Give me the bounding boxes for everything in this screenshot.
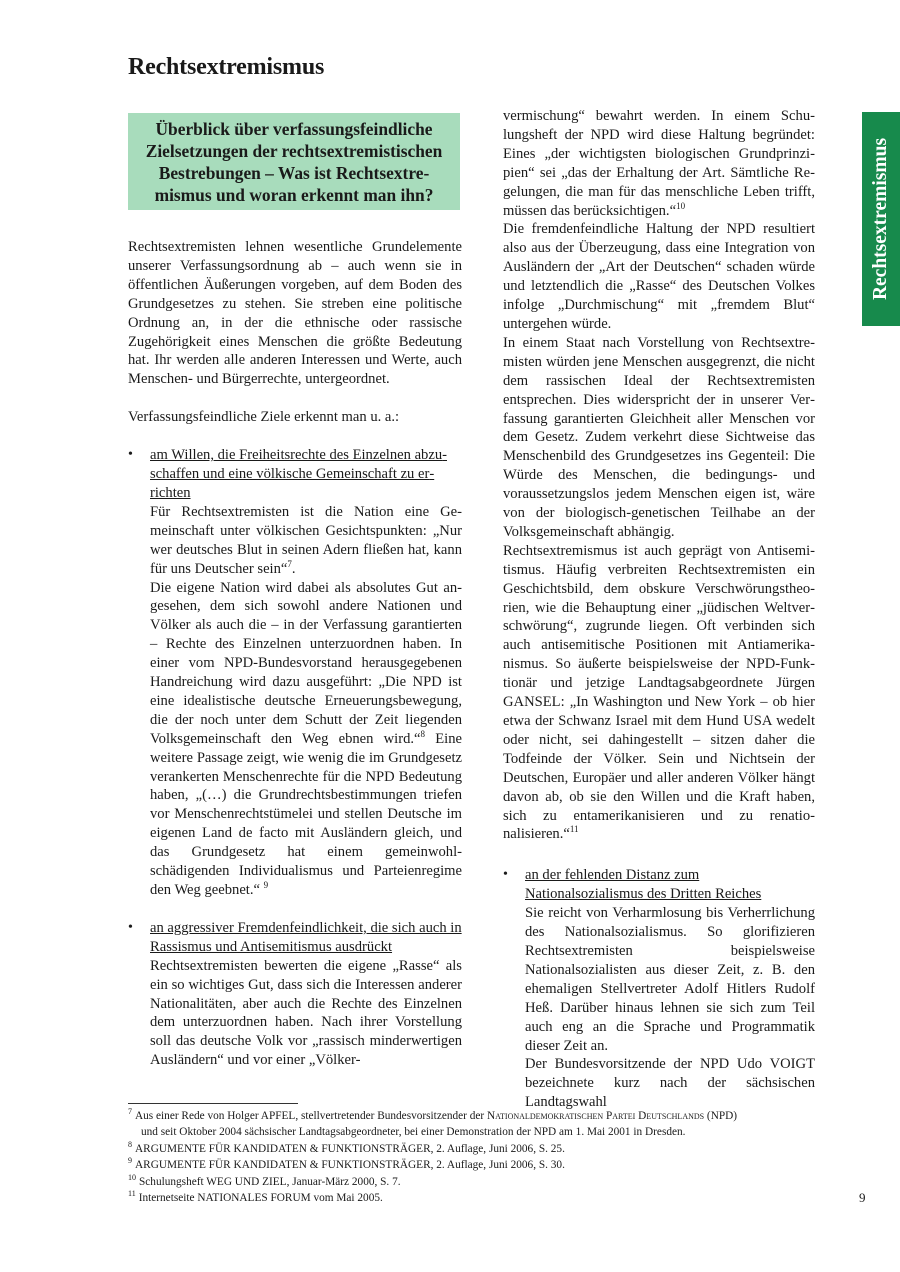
right-column [503, 107, 815, 1112]
bullet-item-national-socialism [503, 866, 815, 1112]
bullet-icon: • [128, 919, 133, 935]
bullet-text: Rechtsextremisten bewerten die eigene „Rasse“ als ein so wichtiges Gut, dass sich die Interessen anderer Nationalitäten, aber auch die Rechte des Einzelnen dem unterzuordnen haben. Nach ihrer Vorstellung soll das deutsche Volk vor „rassisch minderwertigen Ausländern“ und vor einer „Völker- [150, 957, 462, 1069]
page-title: Rechtsextremismus [128, 54, 325, 80]
left-column [128, 238, 462, 1070]
paragraph: vermischung“ bewahrt werden. In einem Schulungsheft der NPD wird diese Haltung begründet: Eines „der wichtigsten biologischen Grundprinzipien“ sei „das der Erhaltung der Art. Sämtliche Regelungen, die man für das menschliche Leben trifft, müssen das berücksichtigen.“$^{10}$ [503, 108, 815, 219]
footnote-ref: 10 [676, 200, 686, 211]
intro-box-text: Überblick über verfassungsfeindliche Zielsetzungen der rechtsextremistischen Bestrebungen – Was ist Rechtsextremismus und woran erkennt man ihn? [145, 118, 443, 205]
footnote-9: $^9$ ARGUMENTE FÜR KANDIDATEN & FUNKTIONSTRÄGER, 2. Auflage, Juni 2006, S. 30. [128, 1156, 565, 1172]
footnote-ref: 8 [420, 728, 426, 739]
bullet-text: Der Bundesvorsitzende der NPD Udo VOIGT bezeichnete kurz nach der sächsischen Landtagswahl [525, 1056, 815, 1111]
paragraph: Rechtsextremismus ist auch geprägt von Antisemitismus. Häufig verbreiten Rechtsextremisten ein Geschichtsbild, dem obskure Verschwörungstheorien, wie die Behauptung einer „jüdischen Weltverschwörung“, zugrunde liegen. Oft verbinden sich auch antisemitische Positionen mit Antiamerikanismus. So äußerte beispielsweise der NPD-Funktionär und jetzige Landtagsabgeordnete Jürgen GANSEL: „In Washington und New York – ob hier etwa der Schwanz Israel mit dem Hund USA wedelt oder nicht, sei dahingestellt – sitzen daher die Todfeinde der Völker. Sein und Nichtsein der Deutschen, Europäer und aller anderen Völker hängt davon ab, ob sie den Willen und die Kraft haben, sich zu entamerikanisieren und zu renationalisieren.“$^{11}$ [503, 542, 815, 843]
paragraph: In einem Staat nach Vorstellung von Rechtsextremisten würden jene Menschen ausgegrenzt, die nicht dem rassischen Ideal der Rechtsextremisten entsprechen. Dies widerspricht der in unserer Verfassung garantierten Gleichheit aller Menschen vor dem Gesetz. Zudem verkehrt diese Sichtweise das Menschenbild des Grundgesetzes ins Gegenteil: Die Würde des Menschen, die bedingungs- und voraussetzungslos jedem Menschen eigen ist, wäre von der biologisch-genetischen Teilhabe an der Volksgemeinschaft abhängig. [503, 334, 815, 540]
footnotes [128, 1108, 828, 1206]
footnote-11: $^{11}$ Internetseite NATIONALES FORUM vom Mai 2005. [128, 1189, 383, 1205]
footnote-divider [128, 1103, 298, 1104]
page-number: 9 [859, 1190, 866, 1205]
bullet-heading: an aggressiver Fremdenfeindlichkeit, die sich auch in Rassismus und Antisemitismus ausdrückt [150, 919, 462, 955]
bullet-text: Sie reicht von Verharmlosung bis Verherrlichung des Nationalsozialismus. So glorifizieren Rechtsextremisten beispielsweise Nationalsozialisten aus dieser Zeit, z. B. den ehemaligen Stellvertreter Adolf Hitlers Rudolf Heß. Darüber hinaus lehnen sie sich zum Teil auch eng an die Sprache und Programmatik dieser Zeit an. [525, 905, 815, 1054]
footnote-7-continued: und seit Oktober 2004 sächsischer Landtagsabgeordneter, bei einer Demonstration der NPD am 1. Mai 2001 in Dresden. [141, 1126, 686, 1139]
chapter-tab-label: Rechtsextremismus [870, 137, 892, 301]
bullet-icon: • [503, 867, 508, 883]
bullet-icon: • [128, 447, 133, 463]
footnote-8: $^8$ ARGUMENTE FÜR KANDIDATEN & FUNKTIONSTRÄGER, 2. Auflage, Juni 2006, S. 25. [128, 1140, 565, 1155]
intro-box [128, 113, 460, 210]
footnote-10: $^{10}$ Schulungsheft WEG UND ZIEL, Januar-März 2000, S. 7. [128, 1172, 401, 1188]
chapter-tab [862, 112, 900, 326]
intro-paragraph: Rechtsextremisten lehnen wesentliche Grundelemente unserer Verfassungsordnung ab – auch wenn sie in öffentlichen Äußerungen vorgeben, auf dem Boden des Grundgesetzes zu stehen. Sie streben eine politische Ordnung an, in der die ethnische oder rassische Zugehörigkeit eines Menschen die größte Bedeutung hat. Ihr werden alle anderen Interessen und Werte, auch Menschen- und Bürgerrechte, untergeordnet. [128, 239, 462, 388]
footnote-7: $^7$ Aus einer Rede von Holger APFEL, stellvertretender Bundesvorsitzender der Nationaldemokratischen Partei Deutschlands (NPD) [128, 1107, 738, 1122]
bullet-heading: an der fehlenden Distanz zum Nationalsozialismus des Dritten Reiches [525, 867, 762, 903]
list-intro: Verfassungsfeindliche Ziele erkennt man u. a.: [128, 409, 400, 426]
bullet-item-xenophobia [128, 919, 462, 1070]
footnote-ref: 11 [569, 824, 579, 835]
bullet-text: Die eigene Nation wird dabei als absolutes Gut angesehen, dem sich sowohl andere Nationen und Völker als auch die – in der Verfassung garantierten – Rechte des Einzelnen unterzuordnen haben. In einer vom NPD-Bundesvorstand herausgegebenen Handreichung wird dazu ausgeführt: „Die NPD ist eine idealistische deutsche Erneuerungsbewegung, die der noch unter dem Schutt der Zeit liegenden Volksgemeinschaft den Weg ebnen wird.“$^8$ Eine weitere Passage zeigt, wie wenig die im Grundgesetz verankerten Menschenrechte für die NPD Bedeutung haben, „(…) die Grundrechtsbestimmungen triefen vor Menschenrechtstümelei und stellen Deutsche im eigenen Land de facto mit Ausländern gleich, und das Grundgesetz hat einem gemeinwohl-schädigenden Individualismus und Parteienregime den Weg geebnet.“ $^9$ [150, 579, 462, 898]
bullet-heading: am Willen, die Freiheitsrechte des Einzelnen abzuschaffen und eine völkische Gemeinschaft zu errichten [150, 447, 447, 501]
footnote-ref: 7 [287, 558, 292, 569]
bullet-item-freedom [128, 446, 462, 900]
footnote-ref: 9 [263, 880, 269, 891]
paragraph: Die fremdenfeindliche Haltung der NPD resultiert also aus der Überzeugung, dass eine Integration von Ausländern der „Art der Deutschen“ schaden würde und letztendlich die „Rasse“ des Deutschen Volkes infolge „Durchmischung“ mit „fremdem Blut“ untergehen würde. [503, 221, 815, 332]
bullet-text: Für Rechtsextremisten ist die Nation eine Gemeinschaft unter völkischen Gesichtspunkten: „Nur wer deutsches Blut in seinen Adern fließen hat, kann für uns Deutscher sein“$^7$. [150, 503, 462, 577]
